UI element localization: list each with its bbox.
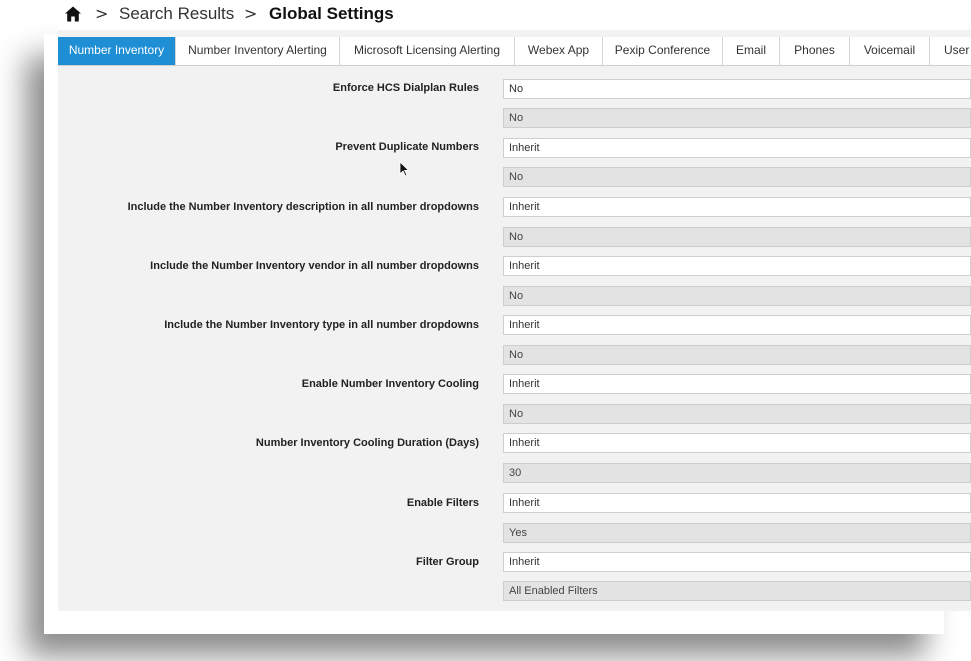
tab-pexip-conference[interactable]: Pexip Conference (603, 37, 723, 65)
settings-tab-bar (58, 37, 971, 66)
breadcrumb-global-settings: Global Settings (269, 4, 394, 23)
tab-email[interactable]: Email (723, 37, 780, 65)
tab-user[interactable]: User (930, 37, 971, 65)
global-settings-window (58, 0, 971, 611)
include-type-select[interactable]: Inherit (503, 315, 971, 335)
enforce-hcs-dialplan-rules-select[interactable]: No (503, 79, 971, 99)
field-label-include-vendor: Include the Number Inventory vendor in all number dropdowns (150, 260, 479, 272)
enable-cooling-inherited-value: No (503, 404, 971, 424)
tab-number-inventory[interactable]: Number Inventory (58, 37, 176, 65)
include-type-inherited-value: No (503, 345, 971, 365)
field-label-enable-filters: Enable Filters (406, 497, 479, 509)
enable-filters-inherited-value: Yes (503, 523, 971, 543)
field-label-prevent-duplicate-numbers: Prevent Duplicate Numbers (335, 141, 479, 153)
prevent-duplicate-numbers-inherited-value: No (503, 167, 971, 187)
tab-voicemail[interactable]: Voicemail (850, 37, 930, 65)
tab-number-inventory-alerting[interactable]: Number Inventory Alerting (176, 37, 340, 65)
home-icon[interactable] (64, 5, 82, 23)
cooling-duration-select[interactable]: Inherit (503, 433, 971, 453)
prevent-duplicate-numbers-select[interactable]: Inherit (503, 138, 971, 158)
tab-webex-app[interactable]: Webex App (515, 37, 603, 65)
tab-phones[interactable]: Phones (780, 37, 850, 65)
include-description-select[interactable]: Inherit (503, 197, 971, 217)
enable-filters-select[interactable]: Inherit (503, 493, 971, 513)
enforce-hcs-dialplan-rules-inherited-value: No (503, 108, 971, 128)
breadcrumb (58, 0, 971, 30)
chevron-right-icon: > (95, 4, 109, 23)
field-label-cooling-duration: Number Inventory Cooling Duration (Days) (255, 437, 479, 449)
field-label-filter-group: Filter Group (416, 556, 479, 568)
include-description-inherited-value: No (503, 227, 971, 247)
field-label-include-type: Include the Number Inventory type in all number dropdowns (164, 319, 479, 331)
enable-cooling-select[interactable]: Inherit (503, 374, 971, 394)
tab-microsoft-licensing-alerting[interactable]: Microsoft Licensing Alerting (340, 37, 515, 65)
include-vendor-inherited-value: No (503, 286, 971, 306)
field-label-enforce-hcs-dialplan-rules: Enforce HCS Dialplan Rules (332, 82, 479, 94)
field-label-enable-cooling: Enable Number Inventory Cooling (301, 378, 479, 390)
breadcrumb-search-results[interactable]: Search Results (119, 4, 235, 23)
include-vendor-select[interactable]: Inherit (503, 256, 971, 276)
mouse-pointer-icon (399, 161, 410, 177)
field-label-include-description: Include the Number Inventory description in all number dropdowns (127, 201, 479, 213)
filter-group-inherited-value: All Enabled Filters (503, 581, 971, 601)
filter-group-select[interactable]: Inherit (503, 552, 971, 572)
chevron-right-icon: > (244, 4, 258, 23)
cooling-duration-inherited-value: 30 (503, 463, 971, 483)
